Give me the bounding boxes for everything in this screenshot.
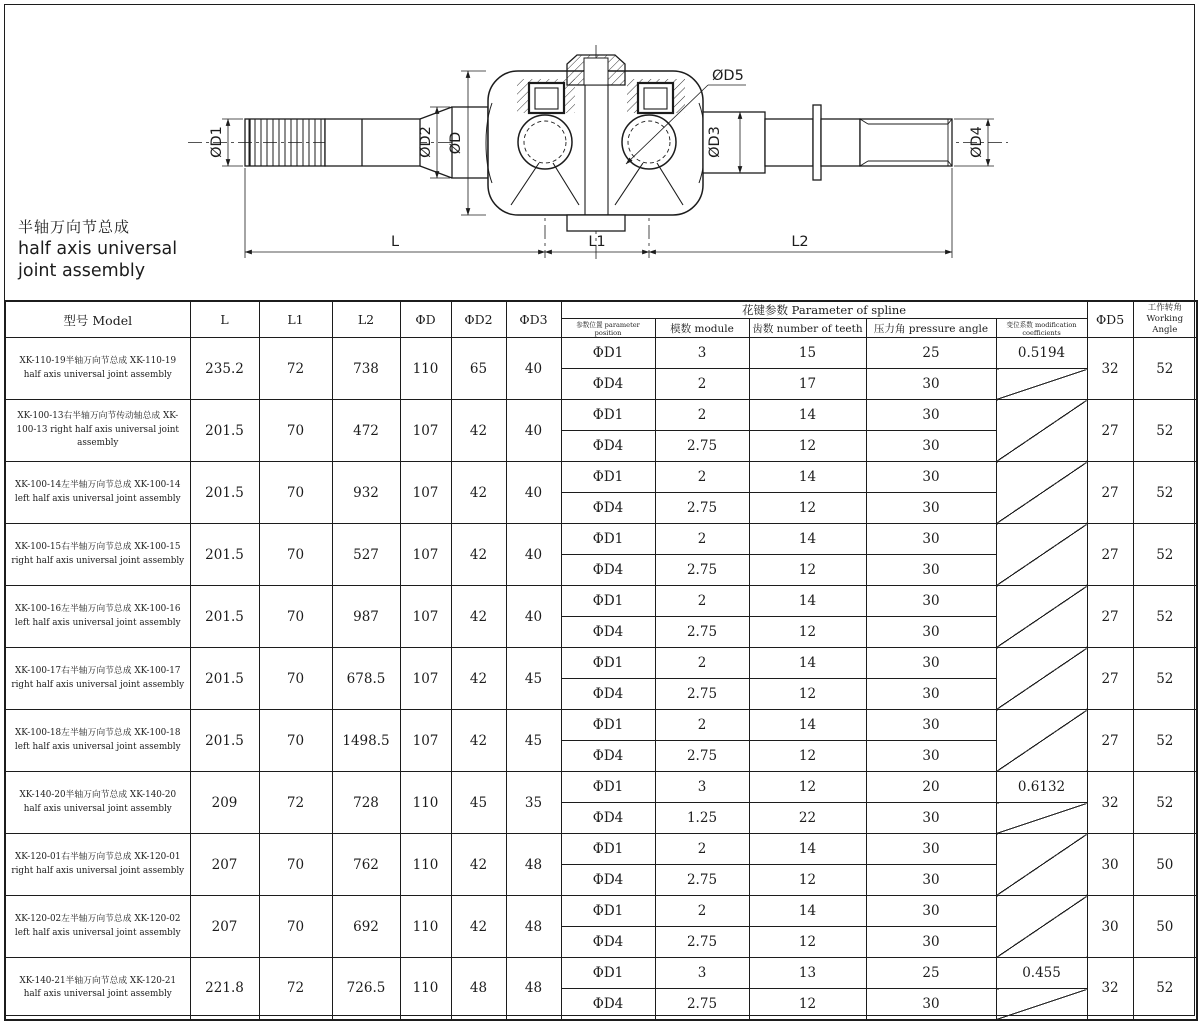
d-cell: 107 <box>400 462 451 524</box>
l-cell: 201.5 <box>190 586 259 648</box>
spline-position-cell: ΦD4 <box>561 741 655 772</box>
header-teeth: 齿数 number of teeth <box>749 319 866 338</box>
label-l: L <box>390 234 400 250</box>
spline-position-cell: ΦD1 <box>561 338 655 369</box>
model-cell: XK-140-21半轴万向节总成 XK-120-21 half axis universal joint assembly <box>5 958 190 1020</box>
teeth-cell: 12 <box>749 555 866 586</box>
coefficient-empty-cell <box>996 462 1087 524</box>
header-model: 型号 Model <box>5 301 190 338</box>
module-cell: 2.75 <box>655 555 749 586</box>
teeth-cell: 14 <box>749 400 866 431</box>
working-angle-cell: 52 <box>1133 586 1197 648</box>
module-cell: 3 <box>655 338 749 369</box>
d5-cell: 27 <box>1087 586 1133 648</box>
model-cell: XK-120-01右半轴万向节总成 XK-120-01 right half axis universal joint assembly <box>5 834 190 896</box>
d2-cell: 48 <box>451 958 506 1020</box>
teeth-cell: 14 <box>749 710 866 741</box>
l1-cell: 70 <box>259 586 332 648</box>
coefficient-empty-cell <box>996 369 1087 400</box>
spline-position-cell: ΦD1 <box>561 772 655 803</box>
header-d5: ΦD5 <box>1087 301 1133 338</box>
d2-cell: 42 <box>451 400 506 462</box>
spline-position-cell: ΦD4 <box>561 555 655 586</box>
joint-outline <box>245 55 952 231</box>
spline-position-cell: ΦD4 <box>561 803 655 834</box>
spline-position-cell: ΦD4 <box>561 431 655 462</box>
l1-cell: 70 <box>259 834 332 896</box>
teeth-cell: 12 <box>749 865 866 896</box>
pressure-angle-cell: 30 <box>866 462 996 493</box>
model-cell: XK-120-02左半轴万向节总成 XK-120-02 left half axis universal joint assembly <box>5 896 190 958</box>
header-coefficient: 变位系数 modification coefficients <box>996 319 1087 338</box>
teeth-cell: 13 <box>749 958 866 989</box>
header-d: ΦD <box>400 301 451 338</box>
teeth-cell: 14 <box>749 586 866 617</box>
pressure-angle-cell: 30 <box>866 586 996 617</box>
pressure-angle-cell: 30 <box>866 400 996 431</box>
header-l: L <box>190 301 259 338</box>
teeth-cell: 12 <box>749 679 866 710</box>
d2-cell: 42 <box>451 462 506 524</box>
header-working-angle <box>1133 301 1197 338</box>
l1-cell: 70 <box>259 462 332 524</box>
right-thread-shaft <box>860 119 952 166</box>
pressure-angle-cell: 30 <box>866 896 996 927</box>
d3-cell: 40 <box>506 338 561 400</box>
coefficient-empty-cell <box>996 896 1087 958</box>
header-l1: L1 <box>259 301 332 338</box>
module-cell: 2 <box>655 648 749 679</box>
coefficient-cell: 0.455 <box>996 958 1087 989</box>
d-cell: 110 <box>400 958 451 1020</box>
caption-cn: 半轴万向节总成 <box>18 218 131 236</box>
drawing-caption <box>18 218 177 283</box>
module-cell: 2 <box>655 462 749 493</box>
teeth-cell: 12 <box>749 741 866 772</box>
header-working-angle-en: Working Angle <box>1146 314 1184 335</box>
spec-table <box>4 300 1198 1021</box>
label-d1: ØD1 <box>209 126 225 158</box>
d5-cell: 27 <box>1087 400 1133 462</box>
pressure-angle-cell: 30 <box>866 369 996 400</box>
spline-position-cell: ΦD4 <box>561 865 655 896</box>
teeth-cell: 12 <box>749 431 866 462</box>
working-angle-cell: 52 <box>1133 462 1197 524</box>
pressure-angle-cell: 30 <box>866 927 996 958</box>
coefficient-empty-cell <box>996 834 1087 896</box>
d5-cell: 30 <box>1087 896 1133 958</box>
d5-cell: 27 <box>1087 710 1133 772</box>
d5-cell: 27 <box>1087 648 1133 710</box>
l2-cell: 678.5 <box>332 648 400 710</box>
d5-cell: 30 <box>1087 834 1133 896</box>
teeth-cell: 14 <box>749 462 866 493</box>
pressure-angle-cell: 30 <box>866 679 996 710</box>
l-cell: 209 <box>190 772 259 834</box>
spline-position-cell: ΦD4 <box>561 927 655 958</box>
d5-cell: 32 <box>1087 772 1133 834</box>
module-cell: 2.75 <box>655 617 749 648</box>
spline-position-cell: ΦD4 <box>561 679 655 710</box>
d2-cell: 42 <box>451 896 506 958</box>
d3-cell: 35 <box>506 772 561 834</box>
table-row <box>5 524 1197 555</box>
l1-cell: 70 <box>259 648 332 710</box>
teeth-cell: 22 <box>749 803 866 834</box>
d-cell: 110 <box>400 338 451 400</box>
model-cell: XK-110-19半轴万向节总成 XK-110-19 half axis universal joint assembly <box>5 338 190 400</box>
l-cell: 201.5 <box>190 710 259 772</box>
module-cell: 2.75 <box>655 493 749 524</box>
label-d4: ØD4 <box>969 126 985 158</box>
label-d3: ØD3 <box>707 126 723 158</box>
spline-position-cell: ΦD1 <box>561 524 655 555</box>
l2-cell: 1498.5 <box>332 710 400 772</box>
d2-cell: 45 <box>451 772 506 834</box>
teeth-cell: 14 <box>749 834 866 865</box>
d-cell: 110 <box>400 834 451 896</box>
table-row <box>5 586 1197 617</box>
pressure-angle-cell: 30 <box>866 741 996 772</box>
working-angle-cell: 50 <box>1133 896 1197 958</box>
d-cell: 107 <box>400 648 451 710</box>
l2-cell: 692 <box>332 896 400 958</box>
module-cell: 2 <box>655 524 749 555</box>
label-d: ØD <box>448 131 464 155</box>
d5-cell: 32 <box>1087 338 1133 400</box>
table-row <box>5 710 1197 741</box>
pressure-angle-cell: 30 <box>866 524 996 555</box>
d5-cell: 27 <box>1087 524 1133 586</box>
header-working-angle-cn: 工作转角 <box>1147 303 1182 314</box>
working-angle-cell: 52 <box>1133 710 1197 772</box>
d2-cell: 42 <box>451 710 506 772</box>
model-cell: XK-100-13右半轴万向节传动轴总成 XK-100-13 right half axis universal joint assembly <box>5 400 190 462</box>
l2-cell: 738 <box>332 338 400 400</box>
caption-en-line2: joint assembly <box>18 261 146 282</box>
d-cell: 107 <box>400 400 451 462</box>
coefficient-empty-cell <box>996 989 1087 1020</box>
label-d5: ØD5 <box>712 68 744 84</box>
spline-position-cell: ΦD1 <box>561 958 655 989</box>
table-row <box>5 648 1197 679</box>
spline-position-cell: ΦD1 <box>561 400 655 431</box>
pressure-angle-cell: 30 <box>866 648 996 679</box>
spline-position-cell: ΦD1 <box>561 834 655 865</box>
spline-position-cell: ΦD1 <box>561 462 655 493</box>
teeth-cell: 17 <box>749 369 866 400</box>
label-d2: ØD2 <box>418 126 434 158</box>
working-angle-cell: 50 <box>1133 834 1197 896</box>
l-cell: 201.5 <box>190 462 259 524</box>
working-angle-cell: 52 <box>1133 524 1197 586</box>
module-cell: 2 <box>655 586 749 617</box>
module-cell: 2.75 <box>655 741 749 772</box>
pressure-angle-cell: 20 <box>866 772 996 803</box>
teeth-cell: 14 <box>749 524 866 555</box>
header-d2: ΦD2 <box>451 301 506 338</box>
teeth-cell: 14 <box>749 648 866 679</box>
d3-cell: 48 <box>506 896 561 958</box>
d2-cell: 42 <box>451 586 506 648</box>
d5-cell: 27 <box>1087 462 1133 524</box>
d3-cell: 40 <box>506 462 561 524</box>
d2-cell: 42 <box>451 524 506 586</box>
l1-cell: 70 <box>259 710 332 772</box>
teeth-cell: 12 <box>749 493 866 524</box>
teeth-cell: 12 <box>749 989 866 1020</box>
table-row <box>5 896 1197 927</box>
module-cell: 2.75 <box>655 679 749 710</box>
pressure-angle-cell: 30 <box>866 617 996 648</box>
table-row <box>5 400 1197 431</box>
module-cell: 2.75 <box>655 989 749 1020</box>
pressure-angle-cell: 25 <box>866 338 996 369</box>
label-l1: L1 <box>588 234 606 250</box>
pressure-angle-cell: 30 <box>866 710 996 741</box>
working-angle-cell: 52 <box>1133 400 1197 462</box>
pressure-angle-cell: 30 <box>866 834 996 865</box>
d-cell: 107 <box>400 586 451 648</box>
d3-cell: 48 <box>506 958 561 1020</box>
teeth-cell: 15 <box>749 338 866 369</box>
l2-cell: 472 <box>332 400 400 462</box>
pressure-angle-cell: 30 <box>866 989 996 1020</box>
model-cell: XK-100-18左半轴万向节总成 XK-100-18 left half axis universal joint assembly <box>5 710 190 772</box>
d3-cell: 40 <box>506 586 561 648</box>
l1-cell: 72 <box>259 772 332 834</box>
table-row <box>5 462 1197 493</box>
d2-cell: 42 <box>451 648 506 710</box>
header-pressure: 压力角 pressure angle <box>866 319 996 338</box>
working-angle-cell: 52 <box>1133 648 1197 710</box>
module-cell: 2.75 <box>655 865 749 896</box>
d-cell: 110 <box>400 772 451 834</box>
l1-cell: 72 <box>259 958 332 1020</box>
l-cell: 201.5 <box>190 648 259 710</box>
module-cell: 3 <box>655 772 749 803</box>
module-cell: 2.75 <box>655 431 749 462</box>
model-cell: XK-100-17右半轴万向节总成 XK-100-17 right half axis universal joint assembly <box>5 648 190 710</box>
working-angle-cell: 52 <box>1133 338 1197 400</box>
d-cell: 107 <box>400 710 451 772</box>
l-cell: 235.2 <box>190 338 259 400</box>
left-spline-shaft <box>245 119 325 166</box>
module-cell: 2 <box>655 834 749 865</box>
l-cell: 201.5 <box>190 524 259 586</box>
d-cell: 107 <box>400 524 451 586</box>
table-row <box>5 772 1197 803</box>
d3-cell: 40 <box>506 524 561 586</box>
coefficient-empty-cell <box>996 586 1087 648</box>
coefficient-empty-cell <box>996 710 1087 772</box>
pressure-angle-cell: 30 <box>866 493 996 524</box>
spline-position-cell: ΦD1 <box>561 896 655 927</box>
spline-position-cell: ΦD4 <box>561 369 655 400</box>
l2-cell: 762 <box>332 834 400 896</box>
header-d3: ΦD3 <box>506 301 561 338</box>
caption-en-line1: half axis universal <box>18 238 178 259</box>
teeth-cell: 14 <box>749 896 866 927</box>
l1-cell: 72 <box>259 338 332 400</box>
spec-table-body <box>5 338 1197 1020</box>
spline-position-cell: ΦD1 <box>561 710 655 741</box>
l1-cell: 70 <box>259 896 332 958</box>
header-module: 模数 module <box>655 319 749 338</box>
module-cell: 3 <box>655 958 749 989</box>
label-l2: L2 <box>791 234 809 250</box>
spline-position-cell: ΦD1 <box>561 648 655 679</box>
l-cell: 201.5 <box>190 400 259 462</box>
module-cell: 2.75 <box>655 927 749 958</box>
table-row <box>5 958 1197 989</box>
l2-cell: 726.5 <box>332 958 400 1020</box>
spline-position-cell: ΦD4 <box>561 617 655 648</box>
coefficient-empty-cell <box>996 400 1087 462</box>
model-cell: XK-100-15右半轴万向节总成 XK-100-15 right half axis universal joint assembly <box>5 524 190 586</box>
d2-cell: 42 <box>451 834 506 896</box>
l2-cell: 987 <box>332 586 400 648</box>
spline-position-cell: ΦD4 <box>561 989 655 1020</box>
assembly-drawing <box>0 0 1200 300</box>
spline-position-cell: ΦD4 <box>561 493 655 524</box>
working-angle-cell: 52 <box>1133 958 1197 1020</box>
coefficient-empty-cell <box>996 524 1087 586</box>
pressure-angle-cell: 25 <box>866 958 996 989</box>
d3-cell: 40 <box>506 400 561 462</box>
pressure-angle-cell: 30 <box>866 865 996 896</box>
working-angle-cell: 52 <box>1133 772 1197 834</box>
flange <box>813 105 821 180</box>
d-cell: 110 <box>400 896 451 958</box>
pressure-angle-cell: 30 <box>866 555 996 586</box>
coefficient-empty-cell <box>996 648 1087 710</box>
teeth-cell: 12 <box>749 927 866 958</box>
module-cell: 2 <box>655 400 749 431</box>
module-cell: 2 <box>655 710 749 741</box>
table-row <box>5 834 1197 865</box>
l2-cell: 728 <box>332 772 400 834</box>
model-cell: XK-100-16左半轴万向节总成 XK-100-16 left half axis universal joint assembly <box>5 586 190 648</box>
d3-cell: 48 <box>506 834 561 896</box>
teeth-cell: 12 <box>749 617 866 648</box>
l-cell: 221.8 <box>190 958 259 1020</box>
module-cell: 2 <box>655 369 749 400</box>
teeth-cell: 12 <box>749 772 866 803</box>
module-cell: 2 <box>655 896 749 927</box>
d3-cell: 45 <box>506 648 561 710</box>
l2-cell: 527 <box>332 524 400 586</box>
header-spline-group: 花键参数 Parameter of spline <box>561 301 1087 319</box>
model-cell: XK-140-20半轴万向节总成 XK-140-20 half axis universal joint assembly <box>5 772 190 834</box>
l-cell: 207 <box>190 896 259 958</box>
table-row <box>5 338 1197 369</box>
coefficient-cell: 0.6132 <box>996 772 1087 803</box>
l-cell: 207 <box>190 834 259 896</box>
spline-position-cell: ΦD1 <box>561 586 655 617</box>
l1-cell: 70 <box>259 400 332 462</box>
header-position: 参数位置 parameter position <box>561 319 655 338</box>
coefficient-cell: 0.5194 <box>996 338 1087 369</box>
model-cell: XK-100-14左半轴万向节总成 XK-100-14 left half axis universal joint assembly <box>5 462 190 524</box>
l2-cell: 932 <box>332 462 400 524</box>
header-l2: L2 <box>332 301 400 338</box>
pressure-angle-cell: 30 <box>866 431 996 462</box>
d5-cell: 32 <box>1087 958 1133 1020</box>
d3-cell: 45 <box>506 710 561 772</box>
d2-cell: 65 <box>451 338 506 400</box>
coefficient-empty-cell <box>996 803 1087 834</box>
pressure-angle-cell: 30 <box>866 803 996 834</box>
module-cell: 1.25 <box>655 803 749 834</box>
l1-cell: 70 <box>259 524 332 586</box>
